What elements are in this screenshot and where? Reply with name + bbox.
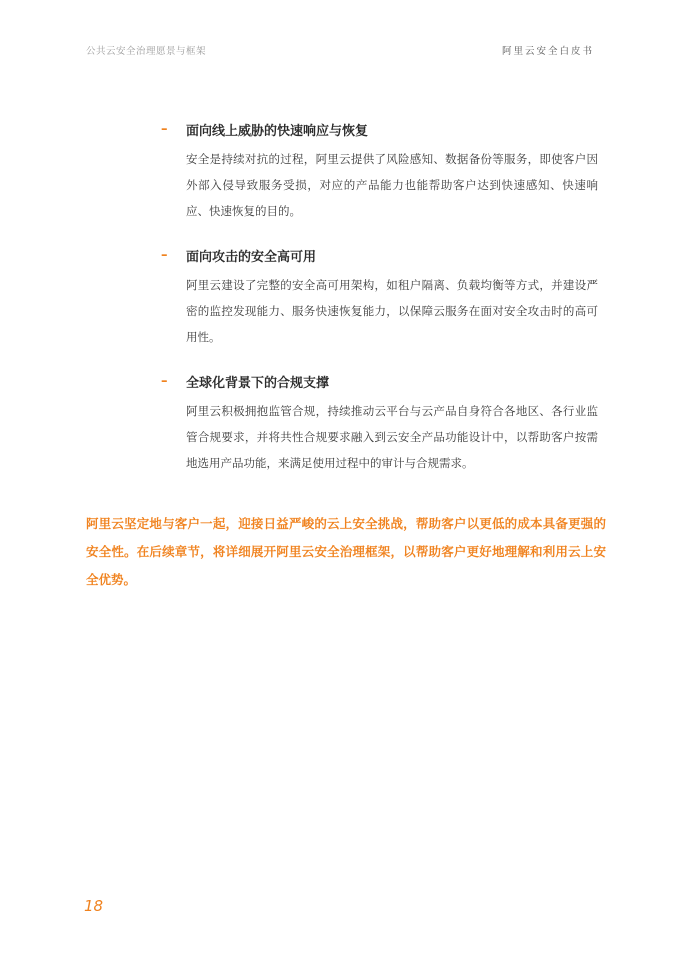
- section-title: 面向线上威胁的快速响应与恢复: [186, 124, 369, 139]
- section-title: 面向攻击的安全高可用: [186, 250, 317, 265]
- bullet-dash: –: [161, 374, 168, 389]
- section-body: 安全是持续对抗的过程，阿里云提供了风险感知、数据备份等服务，即使客户因外部入侵导致服务受损，对应的产品能力也能帮助客户达到快速感知、快速响应、快速恢复的目的。: [186, 152, 598, 218]
- running-header-book-title: 阿里云安全白皮书: [501, 46, 594, 57]
- section-threat-response: [161, 120, 601, 224]
- section-global-compliance: [161, 372, 601, 476]
- section-title: 全球化背景下的合规支撑: [186, 376, 330, 391]
- section-body: 阿里云建设了完整的安全高可用架构，如租户隔离、负载均衡等方式，并建设严密的监控发现能力、服务快速恢复能力，以保障云服务在面对安全攻击时的高可用性。: [186, 278, 598, 344]
- bullet-dash: –: [161, 122, 168, 137]
- section-body: 阿里云积极拥抱监管合规，持续推动云平台与云产品自身符合各地区、各行业监管合规要求，并将共性合规要求融入到云安全产品功能设计中，以帮助客户按需地选用产品功能，来满足使用过程中的审计与合规需求。: [186, 404, 598, 470]
- page-number: 18: [84, 897, 104, 915]
- highlight-paragraph: 阿里云坚定地与客户一起，迎接日益严峻的云上安全挑战，帮助客户以更低的成本具备更强的安全性。在后续章节，将详细展开阿里云安全治理框架，以帮助客户更好地理解和利用云上安全优势。: [86, 516, 606, 587]
- bullet-dash: –: [161, 248, 168, 263]
- running-header-chapter: 公共云安全治理愿景与框架: [86, 46, 207, 57]
- section-high-availability: [161, 246, 601, 350]
